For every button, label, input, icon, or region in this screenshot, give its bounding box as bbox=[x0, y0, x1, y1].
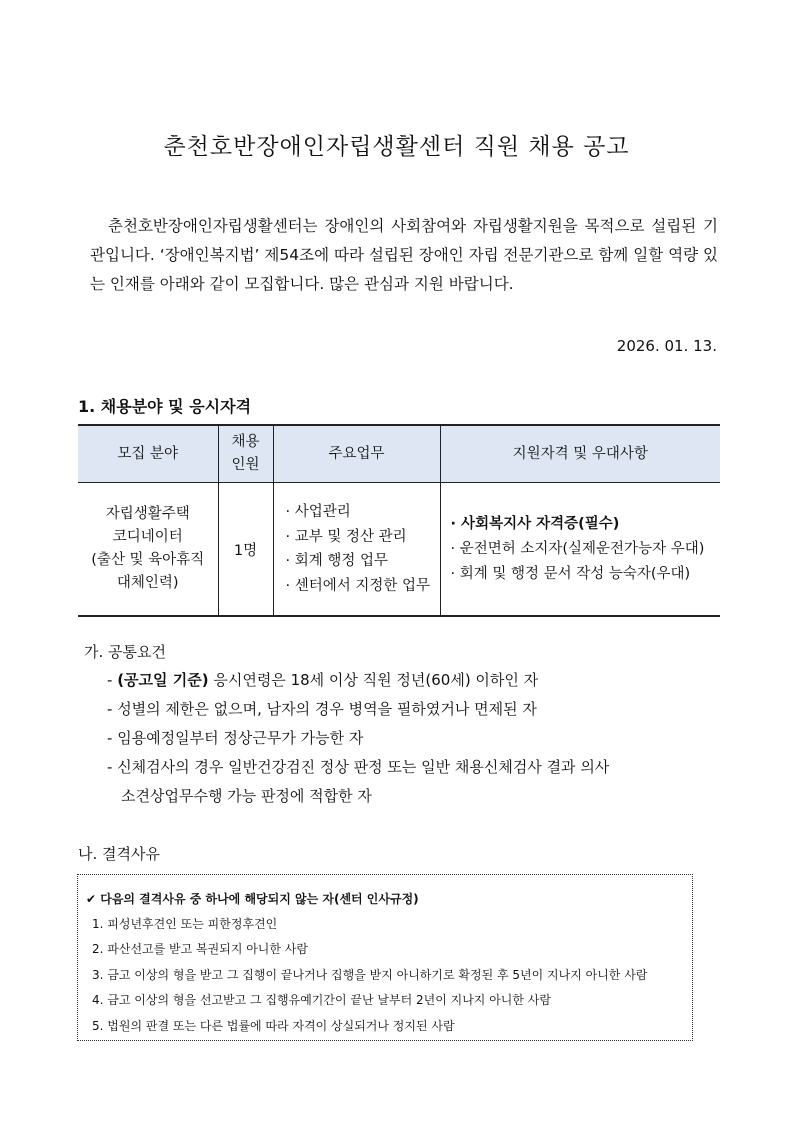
notice-date: 2026. 01. 13. bbox=[616, 337, 717, 355]
duty-item: · 교부 및 정산 관리 bbox=[285, 528, 407, 545]
table-header-row bbox=[78, 425, 720, 483]
requirement-continuation: 소견상업무수행 가능 판정에 적합한 자 bbox=[121, 787, 372, 805]
disqualification-item: 3. 금고 이상의 형을 받고 그 집행이 끝나거나 집행을 받지 아니하기로 확정된 후 5년이 지나지 아니한 사람 bbox=[92, 967, 648, 982]
duty-item: · 사업관리 bbox=[285, 504, 351, 520]
cell-field bbox=[78, 483, 218, 617]
disqualification-box-head: ✔ 다음의 결격사유 중 하나에 해당되지 않는 자(센터 인사규정) bbox=[86, 892, 419, 906]
header-count-line1: 채용 bbox=[231, 434, 260, 450]
requirement-item bbox=[107, 695, 609, 724]
disqualification-item: 1. 피성년후견인 또는 피한정후견인 bbox=[92, 916, 278, 931]
section1-heading: 1. 채용분야 및 응시자격 bbox=[78, 397, 252, 416]
requirement-item bbox=[107, 753, 609, 782]
field-line: 대체인력) bbox=[116, 575, 179, 591]
qualification-item: · 운전면허 소지자(실제운전가능자 우대) bbox=[450, 540, 705, 557]
common-requirements bbox=[107, 666, 609, 811]
requirement-text: 성별의 제한은 없으며, 남자의 경우 병역을 필하였거나 면제된 자 bbox=[117, 700, 537, 718]
disqualification-box bbox=[77, 874, 693, 1041]
requirement-item bbox=[107, 724, 609, 753]
duty-item: · 센터에서 지정한 업무 bbox=[285, 577, 430, 594]
qualification-item: · 회계 및 행정 문서 작성 능숙자(우대) bbox=[450, 565, 691, 582]
header-duties: 주요업무 bbox=[273, 425, 440, 483]
header-count-line2: 인원 bbox=[231, 457, 260, 473]
cell-duties bbox=[273, 483, 440, 617]
duty-item: · 회계 행정 업무 bbox=[285, 553, 388, 569]
intro-paragraph: 춘천호반장애인자립생활센터는 장애인의 사회참여와 자립생활지원을 목적으로 설립된 기관입니다. ‘장애인복지법’ 제54조에 따라 설립된 장애인 자립 전문기관으로 함께 일할 역량 있는 인재를 아래와 같이 모집합니다. 많은 관심과 지원 바랍니다. bbox=[90, 217, 718, 293]
requirement-text: 응시연령은 18세 이상 직원 정년(60세) 이하인 자 bbox=[208, 671, 539, 689]
header-qualifications: 지원자격 및 우대사항 bbox=[440, 425, 720, 483]
requirement-item bbox=[107, 666, 609, 695]
disqualification-item: 5. 법원의 판결 또는 다른 법률에 따라 자격이 상실되거나 정지된 사람 bbox=[92, 1018, 455, 1033]
disqualification-item: 2. 파산선고를 받고 복권되지 아니한 사람 bbox=[92, 942, 308, 956]
header-count bbox=[218, 425, 273, 483]
table-row bbox=[78, 483, 720, 617]
qualification-item: · 사회복지사 자격증(필수) bbox=[450, 515, 620, 532]
disqualification-heading: 나. 결격사유 bbox=[78, 845, 160, 863]
header-field: 모집 분야 bbox=[78, 425, 218, 483]
field-line: 코디네이터 bbox=[112, 529, 183, 545]
cell-count: 1명 bbox=[218, 483, 273, 617]
disqualification-item: 4. 금고 이상의 형을 선고받고 그 집행유예기간이 끝난 날부터 2년이 지나지 아니한 사람 bbox=[92, 993, 551, 1007]
common-heading: 가. 공통요건 bbox=[84, 643, 166, 661]
field-line: 자립생활주택 bbox=[105, 506, 190, 522]
requirement-prefix: - bbox=[107, 729, 118, 747]
requirement-prefix: - bbox=[107, 758, 118, 776]
field-line: (출산 및 육아휴직 bbox=[91, 552, 205, 568]
requirement-prefix: - bbox=[107, 671, 118, 689]
cell-qualifications bbox=[440, 483, 720, 617]
requirement-bold: (공고일 기준) bbox=[117, 671, 209, 689]
recruitment-table bbox=[78, 424, 720, 617]
requirement-prefix: - bbox=[107, 700, 118, 718]
requirement-text: 신체검사의 경우 일반건강검진 정상 판정 또는 일반 채용신체검사 결과 의사 bbox=[117, 758, 610, 776]
requirement-text: 임용예정일부터 정상근무가 가능한 자 bbox=[117, 729, 364, 747]
page-title: 춘천호반장애인자립생활센터 직원 채용 공고 bbox=[163, 134, 630, 160]
